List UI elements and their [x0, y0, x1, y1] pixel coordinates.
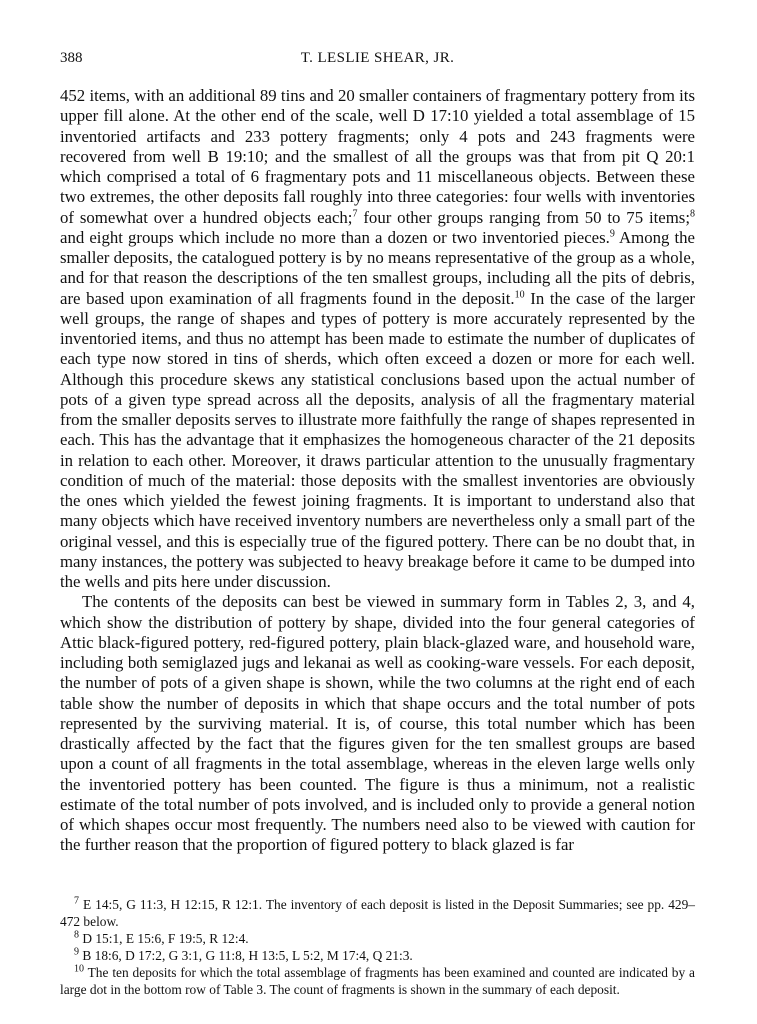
- text-segment: and eight groups which include no more than a dozen or two inventoried pieces.: [60, 227, 610, 247]
- footnote-number: 7: [74, 895, 79, 907]
- footnote-text: E 14:5, G 11:3, H 12:15, R 12:1. The inventory of each deposit is listed in the Deposit Summaries; see pp. 429–472 below.: [60, 897, 695, 929]
- paragraph: The contents of the deposits can best be viewed in summary form in Tables 2, 3, and 4, which show the distribution of pottery by shape, divided into the four general categories of Attic black-figured pottery, red-figured pottery, plain black-glazed ware, and household ware, including both semiglazed jugs and lekanai as well as cooking-ware vessels. For each deposit, the number of pots of a given shape is shown, while the two columns at the right end of each table show the number of deposits in which that shape occurs and the total number of pots represented by the surviving material. It is, of course, this total number which has been drastically affected by the fact that the figures given for the ten smallest groups are based upon a count of all fragments in the total assemblage, whereas in the eleven large wells only the inventoried pottery has been counted. The figure is thus a minimum, not a realistic estimate of the total number of pots involved, and is included only to provide a general notion of which shapes occur most frequently. The numbers need also to be viewed with caution for the further reason that the proportion of figured pottery to black glazed is far: [60, 592, 695, 855]
- running-title: T. LESLIE SHEAR, JR.: [300, 50, 455, 66]
- footnote-ref-8[interactable]: 8: [689, 207, 695, 219]
- text-segment: In the case of the larger well groups, the range of shapes and types of pottery is more accurately represented by the inventoried items, and thus no attempt has been made to estimate the number of duplicates of each type now stored in tins of sherds, which often exceed a dozen or more for each well. Although this procedure skews any statistical conclusions based upon the actual number of pots of a given type spread across all the deposits, analysis of all the fragmentary material from the smaller deposits serves to illustrate more faithfully the range of shapes represented in each. This has the advantage that it emphasizes the homogeneous character of the 21 deposits in relation to each other. Moreover, it draws particular attention to the unusually fragmentary condition of much of the material: those deposits with the smallest inventories are obviously the ones which yielded the fewest joining fragments. It is important to understand also that many objects which have received inventory numbers are nevertheless only a small part of the original vessel, and this is especially true of the figured pottery. There can be no doubt that, in many instances, the pottery was subjected to heavy breakage before it came to be dumped into the wells and pits here under discussion.: [60, 288, 695, 591]
- page-header: [60, 50, 695, 72]
- footnote-text: D 15:1, E 15:6, F 19:5, R 12:4.: [79, 931, 249, 946]
- footnote-text: The ten deposits for which the total assemblage of fragments has been examined and counted are indicated by a large dot in the bottom row of Table 3. The count of fragments is shown in the summary of each deposit.: [60, 965, 695, 997]
- body-text: [60, 86, 695, 856]
- footnote-number: 10: [74, 963, 84, 975]
- footnote-ref-9[interactable]: 9: [609, 228, 615, 240]
- footnote-text: B 18:6, D 17:2, G 3:1, G 11:8, H 13:5, L 5:2, M 17:4, Q 21:3.: [79, 948, 413, 963]
- footnote-7: [60, 896, 695, 930]
- footnote-number: 8: [74, 929, 79, 941]
- footnote-ref-7[interactable]: 7: [352, 207, 358, 219]
- paragraph-continued: [60, 86, 695, 592]
- page-number: 388: [60, 50, 83, 66]
- footnotes: [60, 896, 695, 998]
- footnote-8: [60, 930, 695, 947]
- footnote-10: [60, 964, 695, 998]
- text-segment: four other groups ranging from 50 to 75 items;: [357, 207, 690, 227]
- text-segment: 452 items, with an additional 89 tins and 20 smaller containers of fragmentary pottery from its upper fill alone. At the other end of the scale, well D 17:10 yielded a total assemblage of 15 inventoried artifacts and 233 pottery fragments; only 4 pots and 243 fragments were recovered from well B 19:10; and the smallest of all the groups was that from pit Q 20:1 which comprised a total of 6 fragmentary pots and 11 miscellaneous objects. Between these two extremes, the other deposits fall roughly into three categories: four wells with inventories of somewhat over a hundred objects each;: [60, 86, 695, 227]
- text-segment: Among the smaller deposits, the catalogued pottery is by no means representative of the group as a whole, and for that reason the descriptions of the ten smallest groups, including all the pits of debris, are based upon examination of all fragments found in the deposit.: [60, 227, 696, 308]
- footnote-ref-10[interactable]: 10: [514, 288, 525, 300]
- footnote-9: [60, 947, 695, 964]
- footnote-number: 9: [74, 946, 79, 958]
